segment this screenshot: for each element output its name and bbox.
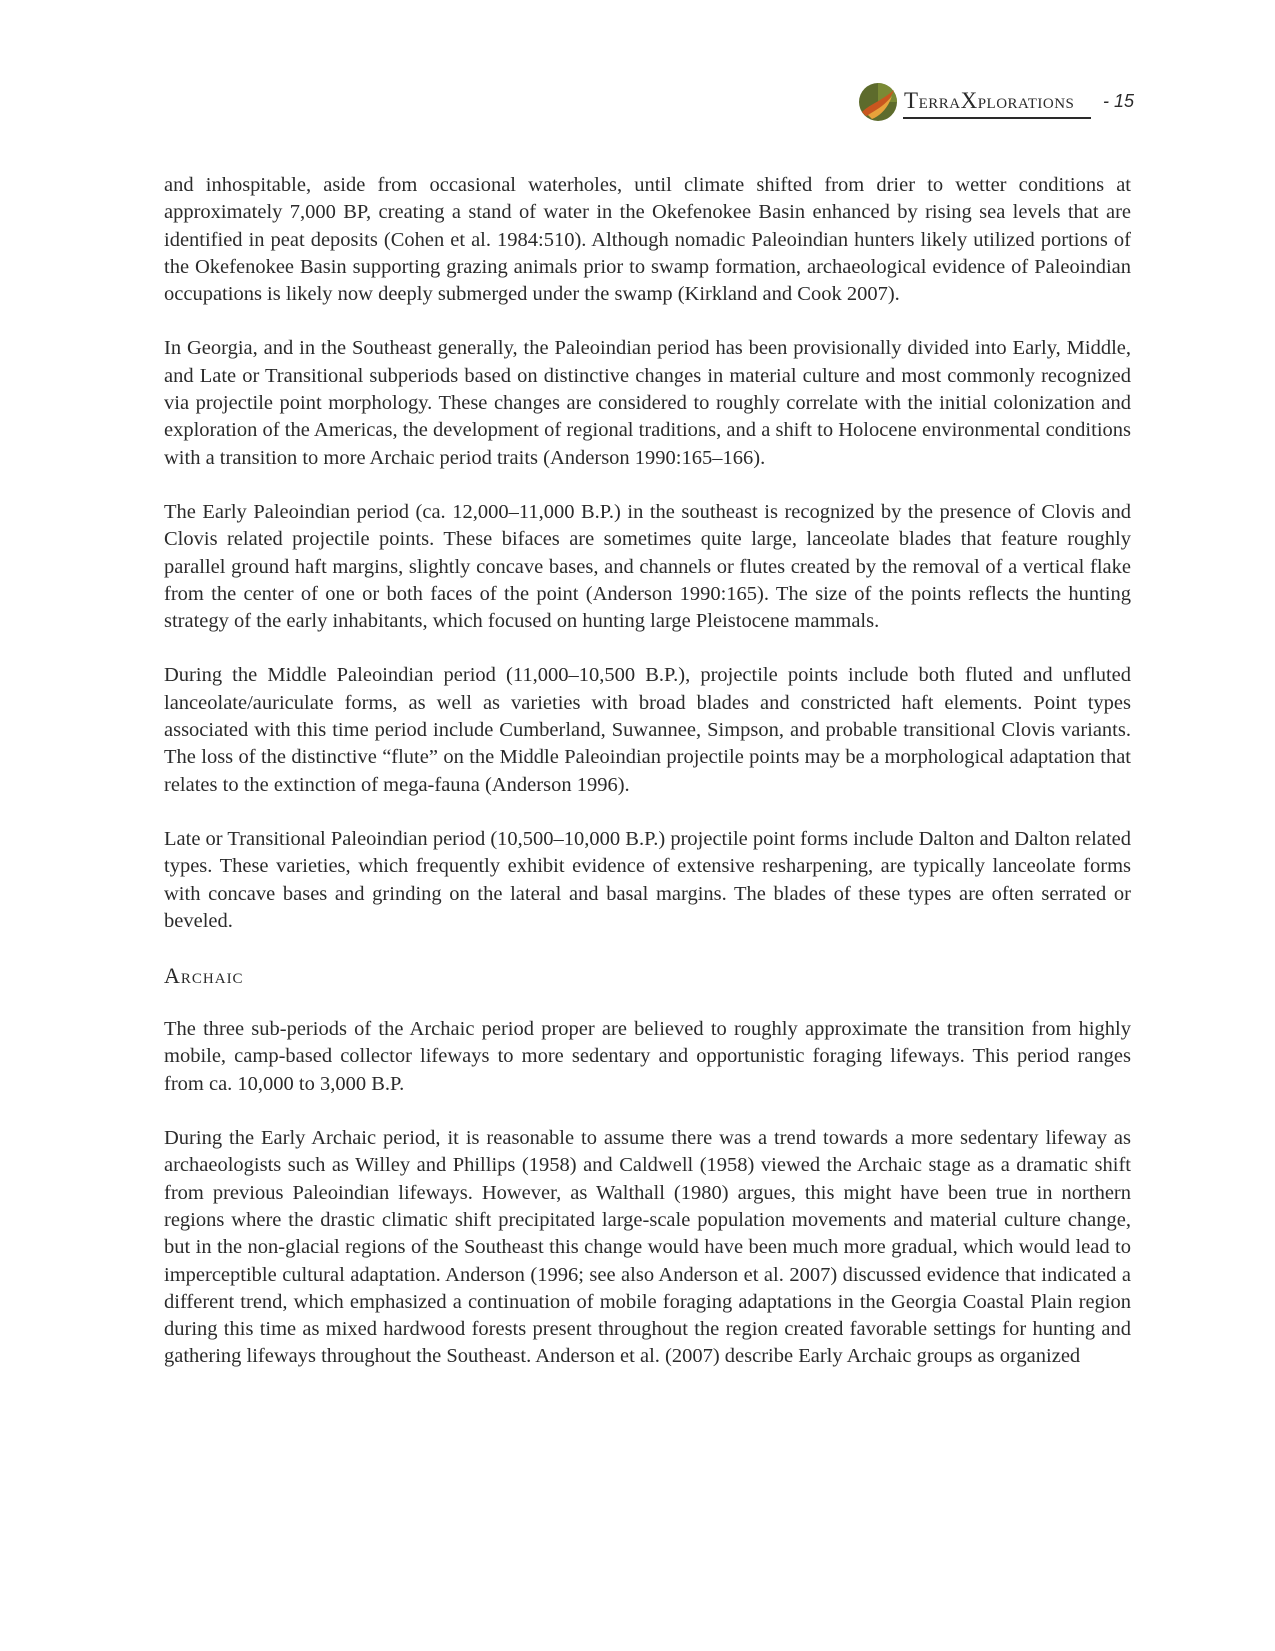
page-header bbox=[858, 80, 1188, 126]
section-heading-archaic: Archaic bbox=[164, 963, 244, 989]
paragraph-late-paleoindian: Late or Transitional Paleoindian period (10,500–10,000 B.P.) projectile point forms include Dalton and Dalton related types. These varieties, which frequently exhibit evidence of extensive resharpening, are typically lanceolate forms with concave bases and grinding on the lateral and basal margins. The blades of these types are often serrated or beveled. bbox=[164, 827, 1131, 932]
paragraph-archaic-overview: The three sub-periods of the Archaic period proper are believed to roughly approximate the transition from highly mobile, camp-based collector lifeways to more sedentary and opportunistic foraging lifeways. This period ranges from ca. 10,000 to 3,000 B.P. bbox=[164, 1018, 1131, 1095]
terraxplorations-logo-icon bbox=[858, 82, 898, 122]
paragraph-paleoindian-okefenokee: and inhospitable, aside from occasional waterholes, until climate shifted from drier to wetter conditions at approximately 7,000 BP, creating a stand of water in the Okefenokee Basin enhanced by rising sea levels that are identified in peat deposits (Cohen et al. 1984:510). Although nomadic Paleoindian hunters likely utilized portions of the Okefenokee Basin supporting grazing animals prior to swamp formation, archaeological evidence of Paleoindian occupations is likely now deeply submerged under the swamp (Kirkland and Cook 2007). bbox=[164, 174, 1131, 306]
brand-underline bbox=[903, 117, 1091, 119]
brand-letter-x: X bbox=[960, 88, 978, 113]
paragraph-middle-paleoindian: During the Middle Paleoindian period (11,000–10,500 B.P.), projectile points include both fluted and unfluted lanceolate/auriculate forms, as well as varieties with broad blades and constricted haft elements. Point types associated with this time period include Cumberland, Suwannee, Simpson, and probable transitional Clovis variants. The loss of the distinctive “flute” on the Middle Paleoindian projectile points may be a morphological adaptation that relates to the extinction of mega-fauna (Anderson 1996). bbox=[164, 664, 1131, 796]
document-body bbox=[164, 172, 1131, 1398]
brand-text-plorations: PLORATIONS bbox=[977, 96, 1075, 112]
brand-text-erra: ERRA bbox=[918, 96, 961, 112]
paragraph-paleoindian-subperiods: In Georgia, and in the Southeast generally, the Paleoindian period has been provisionally divided into Early, Middle, and Late or Transitional subperiods based on distinctive changes in material culture and most commonly recognized via projectile point morphology. These changes are considered to roughly correlate with the initial colonization and exploration of the Americas, the development of regional traditions, and a shift to Holocene environmental conditions with a transition to more Archaic period traits (Anderson 1990:165–166). bbox=[164, 337, 1131, 469]
brand-letter-t: T bbox=[904, 88, 919, 113]
page-number: - 15 bbox=[1103, 91, 1135, 111]
paragraph-early-archaic: During the Early Archaic period, it is reasonable to assume there was a trend towards a more sedentary lifeway as archaeologists such as Willey and Phillips (1958) and Caldwell (1958) viewed the Archaic stage as a dramatic shift from previous Paleoindian lifeways. However, as Walthall (1980) argues, this might have been true in northern regions where the drastic climatic shift precipitated large-scale population movements and material culture change, but in the non-glacial regions of the Southeast this change would have been much more gradual, which would lead to imperceptible cultural adaptation. Anderson (1996; see also Anderson et al. 2007) discussed evidence that indicated a different trend, which emphasized a continuation of mobile foraging adaptations in the Georgia Coastal Plain region during this time as mixed hardwood forests present throughout the region created favorable settings for hunting and gathering lifeways throughout the Southeast. Anderson et al. (2007) describe Early Archaic groups as organized bbox=[164, 1127, 1131, 1368]
brand-name bbox=[904, 88, 1074, 114]
paragraph-early-paleoindian: The Early Paleoindian period (ca. 12,000–11,000 B.P.) in the southeast is recognized by the presence of Clovis and Clovis related projectile points. These bifaces are sometimes quite large, lanceolate blades that feature roughly parallel ground haft margins, slightly concave bases, and channels or flutes created by the removal of a vertical flake from the center of one or both faces of the point (Anderson 1990:165). The size of the points reflects the hunting strategy of the early inhabitants, which focused on hunting large Pleistocene mammals. bbox=[164, 500, 1131, 633]
